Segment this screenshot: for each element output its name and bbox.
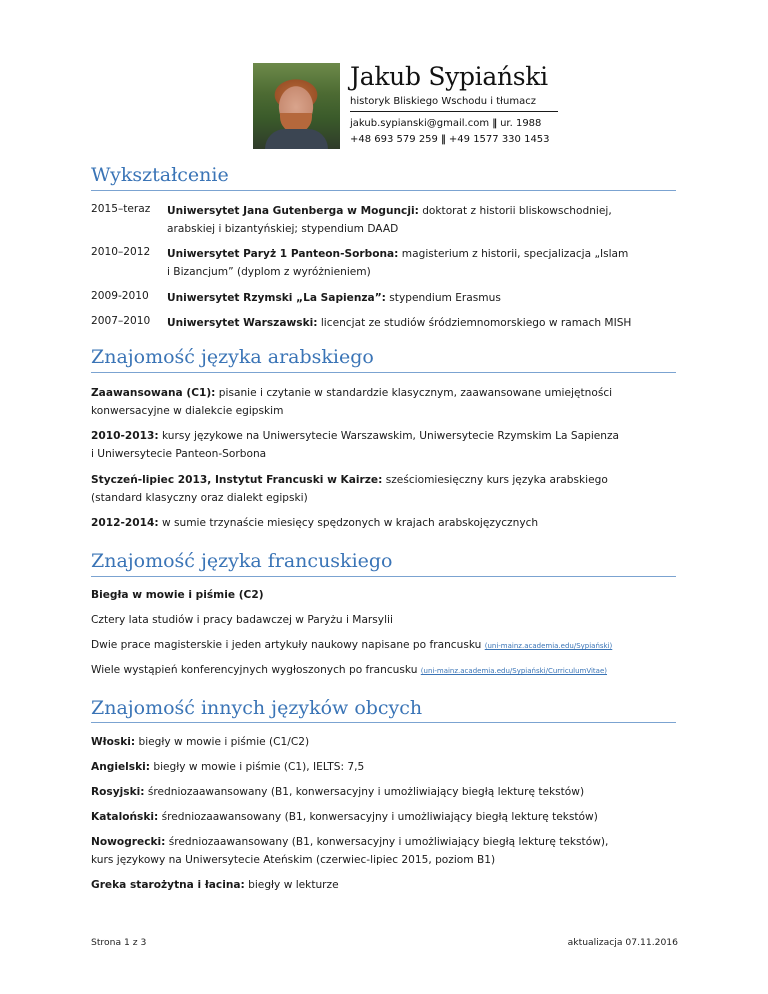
education-date: 2009-2010 <box>91 290 149 302</box>
education-entry: Uniwersytet Jana Gutenberga w Moguncji: doktorat z historii bliskowschodniej, arabskiej i bizantyńskiej; stypendium DAAD <box>167 205 612 235</box>
section-title-french: Znajomość języka francuskiego <box>91 550 393 572</box>
language-entry: Kataloński: średniozaawansowany (B1, konwersacyjny i umożliwiający biegłą lekturę tekstów) <box>91 811 598 823</box>
language-entry: Nowogrecki: średniozaawansowany (B1, konwersacyjny i umożliwiający biegłą lekturę tekstów), kurs językowy na Uniwersytecie Ateńskim (czerwiec-lipiec 2015, poziom B1) <box>91 836 609 866</box>
education-school: Uniwersytet Paryż 1 Panteon-Sorbona: <box>167 248 399 260</box>
cv-link[interactable]: (uni-mainz.academia.edu/Sypiański/CurriculumVitae) <box>420 667 608 675</box>
separator: ‖ <box>492 118 498 129</box>
page-number: Strona 1 z 3 <box>91 937 147 948</box>
language-entry: Greka starożytna i łacina: biegły w lekturze <box>91 879 339 891</box>
contact-line-2 <box>350 134 550 145</box>
education-entry: Uniwersytet Warszawski: licencjat ze studiów śródziemnomorskiego w ramach MISH <box>167 317 632 329</box>
person-name: Jakub Sypiański <box>350 62 548 91</box>
education-school: Uniwersytet Warszawski: <box>167 317 318 329</box>
language-entry: Włoski: biegły w mowie i piśmie (C1/C2) <box>91 736 310 748</box>
education-date: 2015–teraz <box>91 203 151 215</box>
french-entry: Wiele wystąpień konferencyjnych wygłoszonych po francusku (uni-mainz.academia.edu/Sypiański/CurriculumVitae) <box>91 664 608 676</box>
separator: ‖ <box>440 134 446 145</box>
section-divider <box>91 190 676 191</box>
profile-photo <box>253 63 340 149</box>
education-school: Uniwersytet Rzymski „La Sapienza”: <box>167 292 386 304</box>
phone-2[interactable]: +49 1577 330 1453 <box>448 134 550 145</box>
french-entry: Cztery lata studiów i pracy badawczej w Paryżu i Marsylii <box>91 614 393 626</box>
section-title-arabic: Znajomość języka arabskiego <box>91 346 374 368</box>
arabic-entry: 2012-2014: w sumie trzynaście miesięcy spędzonych w krajach arabskojęzycznych <box>91 517 539 529</box>
birth-year: ur. 1988 <box>500 118 542 129</box>
arabic-entry: 2010-2013: kursy językowe na Uniwersytecie Warszawskim, Uniwersytecie Rzymskim La Sapienza i Uniwersytecie Panteon-Sorbona <box>91 430 620 460</box>
header-divider <box>350 111 558 112</box>
education-entry: Uniwersytet Rzymski „La Sapienza”: stypendium Erasmus <box>167 292 501 304</box>
french-level: Biegła w mowie i piśmie (C2) <box>91 589 264 601</box>
update-date: aktualizacja 07.11.2016 <box>567 937 678 948</box>
section-divider <box>91 576 676 577</box>
section-title-education: Wykształcenie <box>91 164 229 186</box>
language-entry: Rosyjski: średniozaawansowany (B1, konwersacyjny i umożliwiający biegłą lekturę tekstów) <box>91 786 585 798</box>
education-date: 2010–2012 <box>91 246 151 258</box>
arabic-entry: Styczeń-lipiec 2013, Instytut Francuski w Kairze: sześciomiesięczny kurs języka arabskiego (standard klasyczny oraz dialekt egipski) <box>91 474 608 504</box>
education-date: 2007–2010 <box>91 315 151 327</box>
email[interactable]: jakub.sypianski@gmail.com <box>350 118 490 129</box>
section-divider <box>91 722 676 723</box>
education-entry: Uniwersytet Paryż 1 Panteon-Sorbona: magisterium z historii, specjalizacja „Islam i Bizancjum” (dyplom z wyróżnieniem) <box>167 248 629 278</box>
academia-link[interactable]: (uni-mainz.academia.edu/Sypiański) <box>484 642 613 650</box>
education-school: Uniwersytet Jana Gutenberga w Moguncji: <box>167 205 419 217</box>
section-divider <box>91 372 676 373</box>
phone-1[interactable]: +48 693 579 259 <box>350 134 438 145</box>
french-entry: Dwie prace magisterskie i jeden artykuły naukowy napisane po francusku (uni-mainz.academia.edu/Sypiański) <box>91 639 613 651</box>
language-entry: Angielski: biegły w mowie i piśmie (C1), IELTS: 7,5 <box>91 761 365 773</box>
section-title-other-languages: Znajomość innych języków obcych <box>91 697 423 719</box>
contact-line-1 <box>350 118 541 129</box>
arabic-entry: Zaawansowana (C1): pisanie i czytanie w standardzie klasycznym, zaawansowane umiejętności konwersacyjne w dialekcie egipskim <box>91 387 613 417</box>
person-subtitle: historyk Bliskiego Wschodu i tłumacz <box>350 96 536 107</box>
